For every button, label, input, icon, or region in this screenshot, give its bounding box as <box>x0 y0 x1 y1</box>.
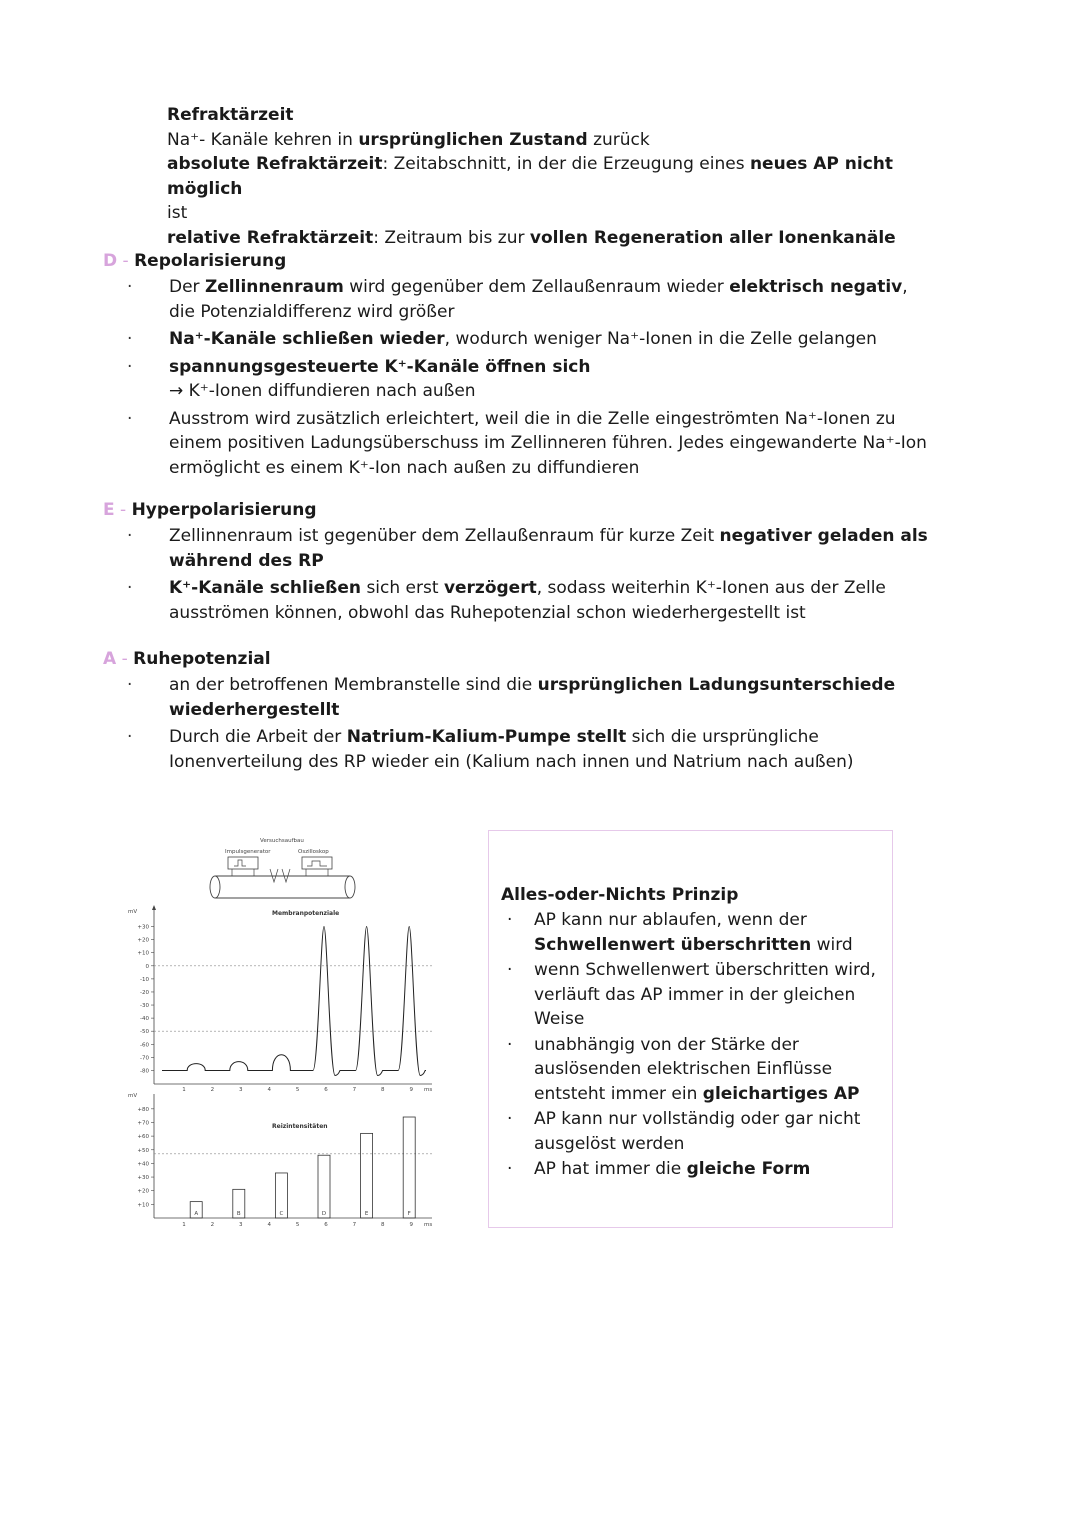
x-tick-label: 9 <box>409 1087 413 1093</box>
bottom-unit: mV <box>128 1093 138 1099</box>
x-tick-label: 2 <box>210 1222 215 1228</box>
bar-label: B <box>236 1211 241 1217</box>
section-repolarisierung <box>103 249 933 483</box>
x-tick-label: 2 <box>210 1087 215 1093</box>
y-tick-label: -10 <box>140 976 149 983</box>
y-tick-label: +20 <box>137 937 149 944</box>
section-heading: A - Ruhepotenzial <box>103 649 271 669</box>
y-tick-label: +80 <box>137 1106 149 1113</box>
x-tick-label: 8 <box>381 1087 385 1093</box>
x-tick-label: 3 <box>239 1222 243 1228</box>
bullet: · <box>507 910 513 930</box>
bar-label: E <box>364 1211 369 1217</box>
list-item: · AP kann nur vollständig oder gar nicht ausgelöst werden <box>507 1109 861 1154</box>
bottom-chart-bars <box>190 1117 415 1218</box>
action-potential-figure <box>122 832 442 1232</box>
alles-oder-nichts-box <box>488 830 893 1228</box>
list-item: · Der Zellinnenraum wird gegenüber dem Zellaußenraum wieder elektrisch negativ, die Potenzialdifferenz wird größer <box>127 277 908 322</box>
x-tick-label: 6 <box>324 1087 328 1093</box>
x-tick-label: 5 <box>295 1222 300 1228</box>
top-unit: mV <box>128 909 138 915</box>
list-item: · AP kann nur ablaufen, wenn der Schwellenwert überschritten wird <box>507 910 853 955</box>
y-tick-label: +40 <box>137 1161 149 1168</box>
list-item: · Durch die Arbeit der Natrium-Kalium-Pumpe stellt sich die ursprüngliche Ionenverteilung des RP wieder ein (Kalium nach innen und Natrium nach außen) <box>127 727 854 772</box>
y-tick-label: +10 <box>137 1202 149 1209</box>
x-unit-label: ms <box>424 1222 433 1228</box>
y-tick-label: +60 <box>137 1134 149 1141</box>
x-tick-label: 9 <box>409 1222 413 1228</box>
bar <box>318 1155 330 1218</box>
x-tick-label: 5 <box>295 1087 300 1093</box>
y-tick-label: -50 <box>140 1029 149 1036</box>
x-tick-label: 1 <box>182 1222 186 1228</box>
bottom-chart-ticks <box>137 1107 154 1209</box>
bullet: · <box>507 1034 513 1055</box>
bottom-chart-x-ticks <box>182 1222 432 1228</box>
bullet: · <box>507 960 513 980</box>
axon-cylinder-icon <box>210 869 355 898</box>
top-y-axis-arrow <box>152 905 156 910</box>
oszilloskop-icon <box>302 857 332 869</box>
absolute-refraktaerzeit: absolute Refraktärzeit: Zeitabschnitt, in der die Erzeugung eines neues AP nicht möglich ist <box>167 154 894 223</box>
impuls-label: Impulsgenerator <box>225 849 271 855</box>
relative-refraktaerzeit: relative Refraktärzeit: Zeitraum bis zur vollen Regeneration aller Ionenkanäle <box>167 227 896 248</box>
x-tick-label: 6 <box>324 1222 328 1228</box>
impulsgenerator-icon <box>228 857 258 869</box>
x-tick-label: 8 <box>381 1222 385 1228</box>
bar-label: D <box>321 1211 327 1217</box>
bullet: · <box>127 408 133 429</box>
bullet: · <box>127 329 133 349</box>
bullet: · <box>127 356 133 377</box>
y-tick-label: +10 <box>137 950 149 957</box>
x-tick-label: 4 <box>267 1087 271 1093</box>
y-tick-label: 0 <box>145 963 149 970</box>
list-item: · an der betroffenen Membranstelle sind die ursprünglichen Ladungsunterschiede wiederhergestellt <box>127 675 896 720</box>
y-tick-label: +50 <box>137 1147 149 1154</box>
oszi-label: Oszilloskop <box>298 849 329 855</box>
top-chart-curve <box>162 927 426 1076</box>
x-tick-label: 7 <box>352 1222 357 1228</box>
setup-title: Versuchsaufbau <box>260 838 304 844</box>
y-tick-label: -60 <box>140 1042 149 1049</box>
y-tick-label: -80 <box>140 1068 149 1075</box>
x-tick-label: 4 <box>267 1222 271 1228</box>
y-tick-label: -20 <box>140 989 149 996</box>
x-tick-label: 7 <box>352 1087 357 1093</box>
y-tick-label: -70 <box>140 1055 149 1062</box>
bullet: · <box>127 578 133 598</box>
section-ruhepotenzial <box>103 647 933 777</box>
bar <box>403 1117 415 1218</box>
bullet: · <box>127 675 133 695</box>
y-tick-label: -30 <box>140 1003 149 1010</box>
bullet: · <box>507 1159 513 1179</box>
y-tick-label: +30 <box>137 924 149 931</box>
list-item: · unabhängig von der Stärke der auslösenden elektrischen Einflüsse entsteht immer ein gleichartiges AP <box>507 1034 860 1104</box>
section-heading: E - Hyperpolarisierung <box>103 500 317 520</box>
list-item: · Ausstrom wird zusätzlich erleichtert, weil die in die Zelle eingeströmten Na⁺-Ionen zu einem positiven Ladungsüberschuss im Zellinneren führen. Jedes eingewanderte Na⁺-Ion ermöglicht es einem K⁺-Ion nach außen zu diffundieren <box>127 408 927 478</box>
bullet: · <box>507 1109 513 1129</box>
refraktaerzeit-block <box>167 103 927 250</box>
bottom-chart-title: Reizintensitäten <box>272 1123 328 1130</box>
bar-label: C <box>279 1211 284 1217</box>
list-item: · wenn Schwellenwert überschritten wird, verläuft das AP immer in der gleichen Weise <box>507 960 876 1029</box>
bar-label: F <box>407 1211 411 1217</box>
list-item: · Na⁺-Kanäle schließen wieder, wodurch weniger Na⁺-Ionen in die Zelle gelangen <box>103 327 933 352</box>
section-hyperpolarisierung <box>103 498 933 628</box>
y-tick-label: +70 <box>137 1120 149 1127</box>
y-tick-label: +20 <box>137 1188 149 1195</box>
list-item: · K⁺-Kanäle schließen sich erst verzögert, sodass weiterhin K⁺-Ionen aus der Zelle ausströmen können, obwohl das Ruhepotenzial schon wiederhergestellt ist <box>127 578 886 623</box>
bullet: · <box>127 526 133 546</box>
top-chart-title: Membranpotenziale <box>272 910 340 917</box>
x-unit-label: ms <box>424 1087 433 1093</box>
bullet: · <box>127 727 133 747</box>
membrane-potential-curve <box>162 927 426 1076</box>
bullet: · <box>127 277 133 297</box>
y-tick-label: +30 <box>137 1175 149 1182</box>
figure-svg <box>122 832 442 1232</box>
box-title: Alles-oder-Nichts Prinzip <box>501 885 739 905</box>
section-heading: D - Repolarisierung <box>103 251 287 271</box>
top-chart-ticks <box>137 925 154 1075</box>
list-item: · Zellinnenraum ist gegenüber dem Zellaußenraum für kurze Zeit negativer geladen als während des RP <box>127 526 928 571</box>
x-tick-label: 1 <box>182 1087 186 1093</box>
x-tick-label: 3 <box>239 1087 243 1093</box>
bar-label: A <box>194 1211 199 1217</box>
refraktaerzeit-title: Refraktärzeit <box>167 105 294 125</box>
top-chart-x-ticks <box>182 1087 432 1093</box>
bottom-chart-axis <box>154 1094 432 1218</box>
bar <box>361 1133 373 1218</box>
y-tick-label: -40 <box>140 1016 149 1023</box>
list-item: · AP hat immer die gleiche Form <box>501 1157 881 1182</box>
list-item: · spannungsgesteuerte K⁺-Kanäle öffnen sich → K⁺-Ionen diffundieren nach außen <box>127 356 591 401</box>
top-chart-axis <box>152 905 432 1084</box>
refraktaerzeit-line-1: Na⁺- Kanäle kehren in ursprünglichen Zustand zurück <box>167 129 650 150</box>
